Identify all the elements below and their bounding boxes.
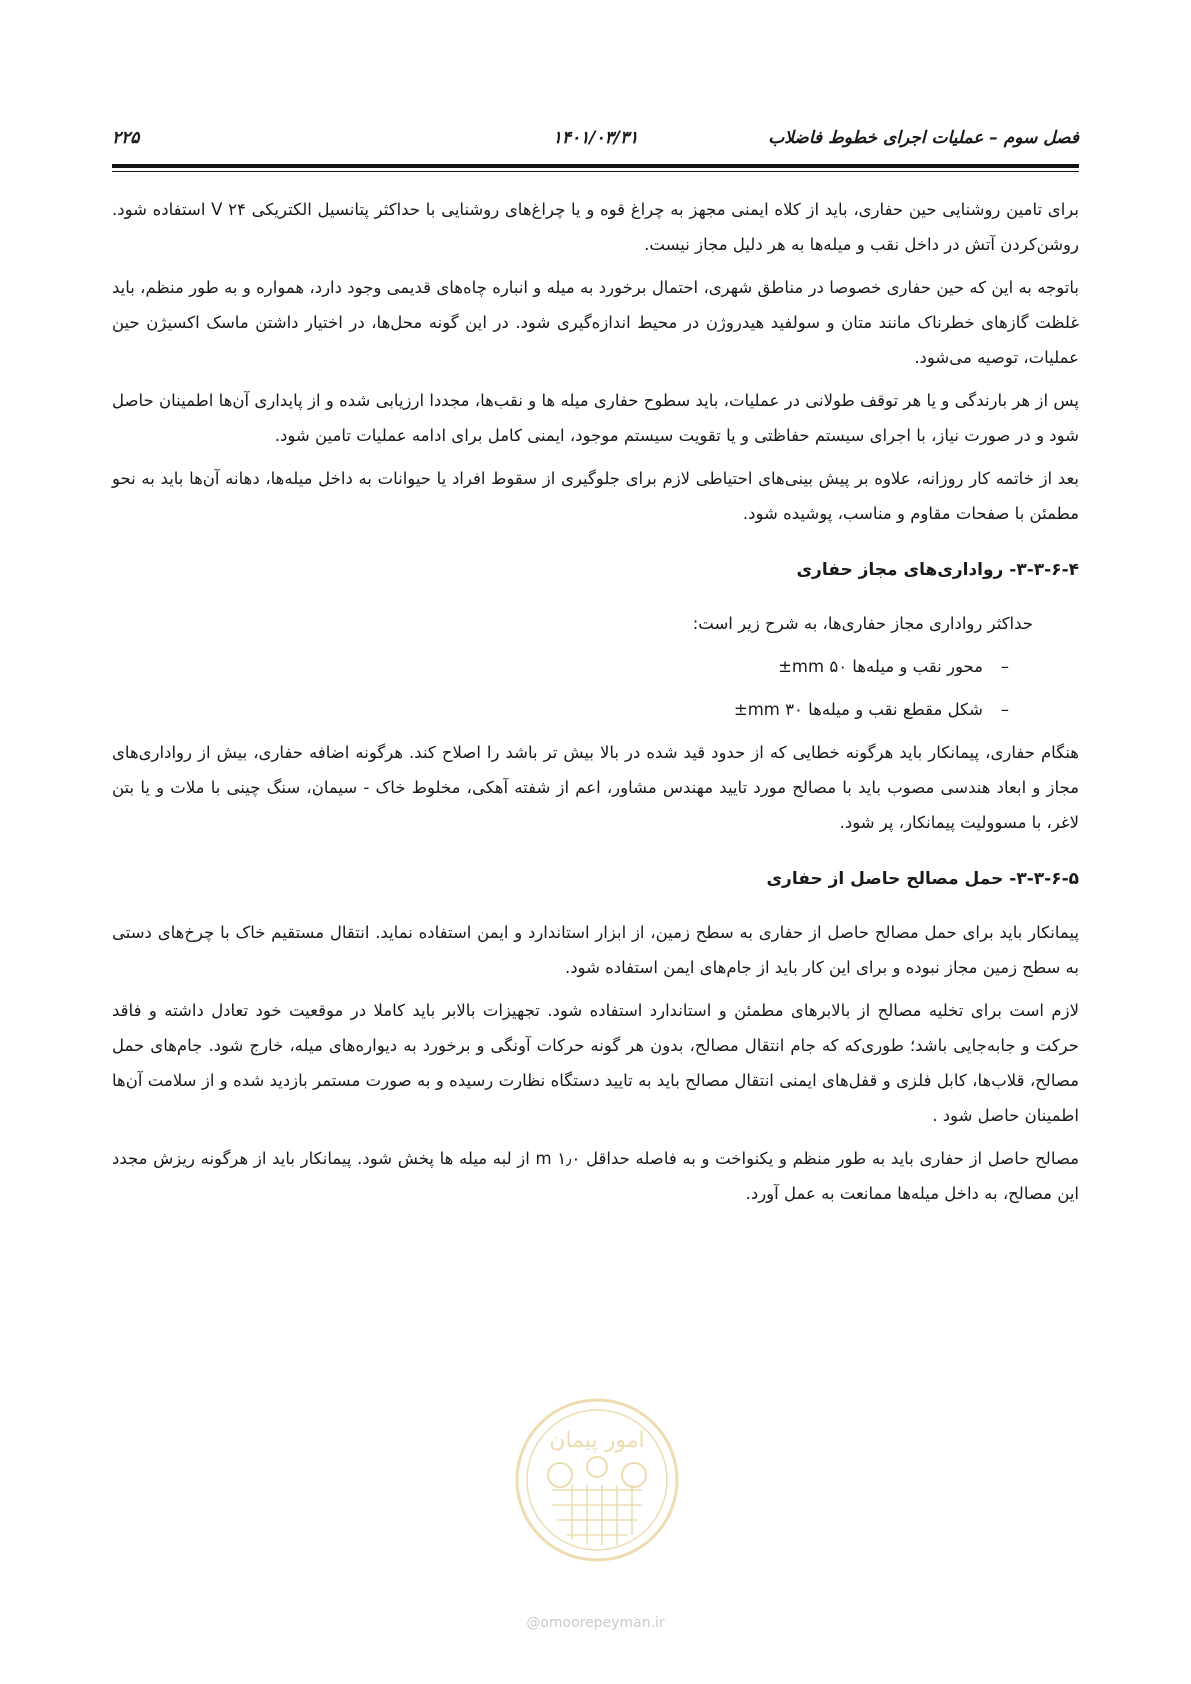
section-heading: ۳-۳-۶-۴- رواداری‌های مجاز حفاری (796, 560, 1079, 580)
paragraph: هنگام حفاری، پیمانکار باید هرگونه خطایی که از حدود قید شده در بالا بیش تر باشد را اصلاح کند. هرگونه اضافه حفاری، بیش از رواداری‌های مجاز و ابعاد هندسی مصوب باید با مصالح مورد تایید مهندس مشاور، اعم از شفته آهکی، مخلوط خاک - سیمان، سنگ چینی با ملات و یا بتن لاغر، با مسوولیت پیمانکار، پر شود. (112, 743, 1079, 832)
paragraph: حداکثر رواداری مجاز حفاری‌ها، به شرح زیر است: (692, 614, 1033, 633)
page-number: ۲۲۵ (112, 128, 140, 148)
chapter-title: فصل سوم – عملیات اجرای خطوط فاضلاب (768, 128, 1079, 148)
paragraph: برای تامین روشنایی حین حفاری، باید از کلاه ایمنی مجهز به چراغ قوه و یا چراغ‌های روشنایی با حداکثر پتانسیل الکتریکی V ۲۴ استفاده شود. روشن‌کردن آتش در داخل نقب و میله‌ها به هر دلیل مجاز نیست. (112, 200, 1080, 254)
tolerance-list (112, 649, 1079, 727)
paragraph: بعد از خاتمه کار روزانه، علاوه بر پیش بینی‌های احتیاطی لازم برای جلوگیری از سقوط افراد یا حیوانات به داخل میله‌ها، دهانه آن‌ها باید به نحو مطمئن با صفحات مقاوم و مناسب، پوشیده شود. (112, 469, 1079, 523)
header-rule-thick (112, 164, 1079, 168)
page-header (112, 128, 1079, 156)
watermark-logo-icon (512, 1395, 682, 1565)
dash-bullet: – (1000, 657, 1009, 676)
document-body (112, 192, 1079, 1219)
list-item: –شکل مقطع نقب و میله‌ها ۳۰ mm± (112, 692, 1079, 727)
svg-text:امور پیمان: امور پیمان (549, 1428, 645, 1453)
paragraph: پس از هر بارندگی و یا هر توقف طولانی در عملیات، باید سطوح حفاری میله ها و نقب‌ها، مجددا ارزیابی شده و از پایداری آن‌ها اطمینان حاصل شود و در صورت نیاز، با اجرای سیستم حفاظتی و یا تقویت سیستم موجود، ایمنی کامل برای ادامه عملیات تامین شود. (112, 391, 1079, 445)
paragraph: لازم است برای تخلیه مصالح از بالابرهای مطمئن و استاندارد استفاده شود. تجهیزات بالابر باید کاملا در موقعیت خود تعادل داشته و فاقد حرکت و جابه‌جایی باشد؛ طوری‌که که جام انتقال مصالح، بدون هر گونه حرکات آونگی و برخورد به دیواره‌های میله، خارج شود. جام‌های حمل مصالح، قلاب‌ها، کابل فلزی و قفل‌های ایمنی انتقال مصالح باید به تایید دستگاه نظارت رسیده و به صورت مستمر بازدید شده و از سلامت آن‌ها اطمینان حاصل شود . (112, 1001, 1079, 1125)
header-date: ۱۴۰۱/۰۳/۳۱ (552, 128, 639, 148)
watermark-url: @omoorepeyman.ir (526, 1615, 665, 1631)
paragraph: باتوجه به این که حین حفاری خصوصا در مناطق شهری، احتمال برخورد به میله و انباره چاه‌های قدیمی وجود دارد، همواره و به طور منظم، باید غلظت گازهای خطرناک مانند متان و سولفید هیدروژن در محیط اندازه‌گیری شود. در این گونه محل‌ها، در اختیار داشتن ماسک اکسیژن حین عملیات، توصیه می‌شود. (112, 278, 1079, 367)
section-heading: ۳-۳-۶-۵- حمل مصالح حاصل از حفاری (766, 869, 1079, 889)
paragraph: مصالح حاصل از حفاری باید به طور منظم و یکنواخت و به فاصله حداقل ۱٫۰ m از لبه میله ها پخش شود. پیمانکار باید از هرگونه ریزش مجدد این مصالح، به داخل میله‌ها ممانعت به عمل آورد. (112, 1149, 1080, 1203)
dash-bullet: – (1000, 700, 1009, 719)
header-rule-thin (112, 171, 1079, 172)
list-item: –محور نقب و میله‌ها ۵۰ mm± (112, 649, 1079, 684)
paragraph: پیمانکار باید برای حمل مصالح حاصل از حفاری به سطح زمین، از ابزار استاندارد و ایمن استفاده نماید. انتقال مستقیم خاک با چرخ‌های دستی به سطح زمین مجاز نبوده و برای این کار باید از جام‌های ایمن استفاده شود. (112, 923, 1079, 977)
